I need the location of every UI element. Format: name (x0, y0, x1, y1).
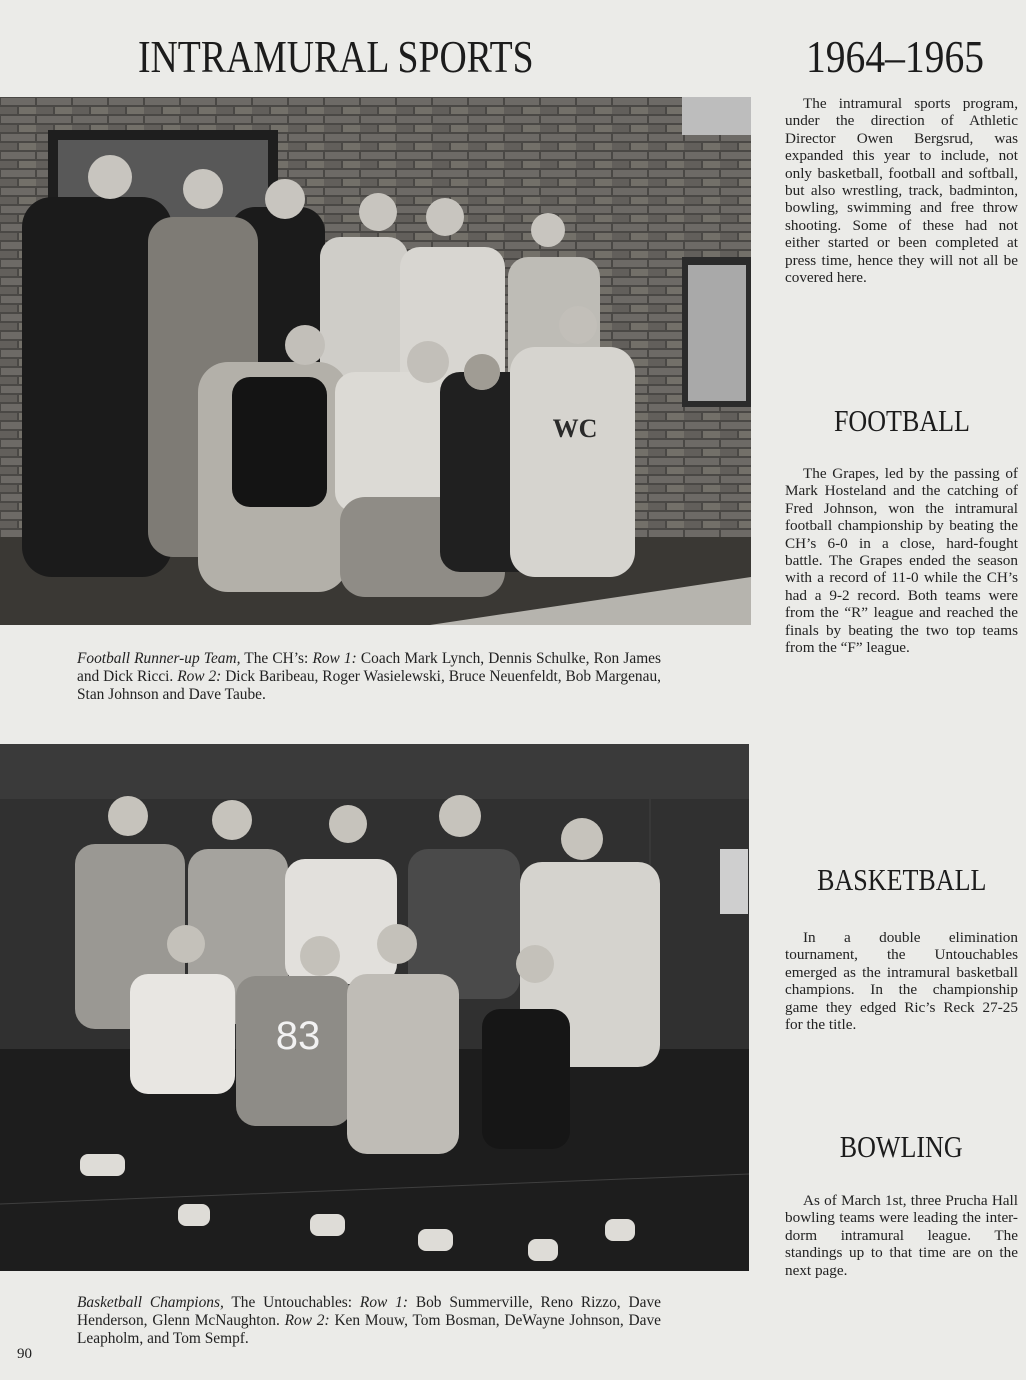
football-heading (785, 403, 1018, 439)
caption-row1: Coach Mark Lynch, Dennis Schulke, Ron James and Dick Ricci. (77, 650, 661, 685)
basketball-team-photo (0, 744, 749, 1271)
intro-paragraph: The intramural sports program, under the direction of Athletic Director Owen Bergsrud, was expanded this year to include, not only basketball, football and softball, but also wrestling, track, badminton, bowling, swimming and free throw shooting. Some of these had not either started or been completed at press time, hence they will not all be covered here. (785, 95, 1018, 287)
caption-row1: Bob Summerville, Reno Rizzo, Dave Henderson, Glenn McNaughton. (77, 1294, 661, 1329)
bowling-paragraph: As of March 1st, three Prucha Hall bowling teams were leading the inter-dorm intramural league. The standings up to that time are on the next page. (785, 1192, 1018, 1279)
football-team-photo (0, 97, 751, 625)
caption-label: Football Runner-up Team, (77, 650, 241, 667)
sweatshirt-letters: WC (552, 414, 598, 443)
caption-label: Basketball Champions, (77, 1294, 224, 1311)
caption-row1-label: Row 1: (359, 1294, 408, 1311)
bowling-heading-text: BOWLING (840, 1129, 963, 1164)
football-heading-text: FOOTBALL (833, 403, 970, 438)
basketball-heading-text: BASKETBALL (816, 862, 987, 897)
caption-row1-label: Row 1: (312, 650, 357, 667)
page-number: 90 (17, 1346, 32, 1362)
basketball-paragraph: In a double elimination tournament, the Untouchables emerged as the intramural basketball champions. In the championship game they edged Ric’s Reck 27-25 for the title. (785, 929, 1018, 1034)
caption-team: The Untouchables: (231, 1294, 353, 1311)
caption-team: The CH’s: (244, 650, 309, 667)
football-paragraph: The Grapes, led by the passing of Mark Hosteland and the catching of Fred Johnson, won the intramural football championship by beating the CH’s 6-0 in a close, hard-fought battle. The Grapes ended the season with a record of 11-0 while the CH’s had a 9-2 record. Both teams were from the “R” league and reached the finals by beating the two top teams from the “F” league. (785, 465, 1018, 657)
basketball-heading (785, 862, 1018, 898)
caption-row2: Dick Baribeau, Roger Wasielewski, Bruce Neuenfeldt, Bob Margenau, Stan Johnson and Dave Taube. (77, 668, 661, 703)
football-photo-caption (77, 650, 661, 704)
jersey-number: 83 (275, 1014, 321, 1058)
page-year: 1964–1965 (806, 31, 985, 82)
basketball-photo-caption (77, 1294, 661, 1348)
caption-row2-label: Row 2: (177, 668, 222, 685)
caption-row2: Ken Mouw, Tom Bosman, DeWayne Johnson, Dave Leapholm, and Tom Sempf. (77, 1312, 662, 1347)
bowling-heading (785, 1129, 1018, 1165)
page-title: INTRAMURAL SPORTS (138, 31, 534, 82)
caption-row2-label: Row 2: (284, 1312, 330, 1329)
